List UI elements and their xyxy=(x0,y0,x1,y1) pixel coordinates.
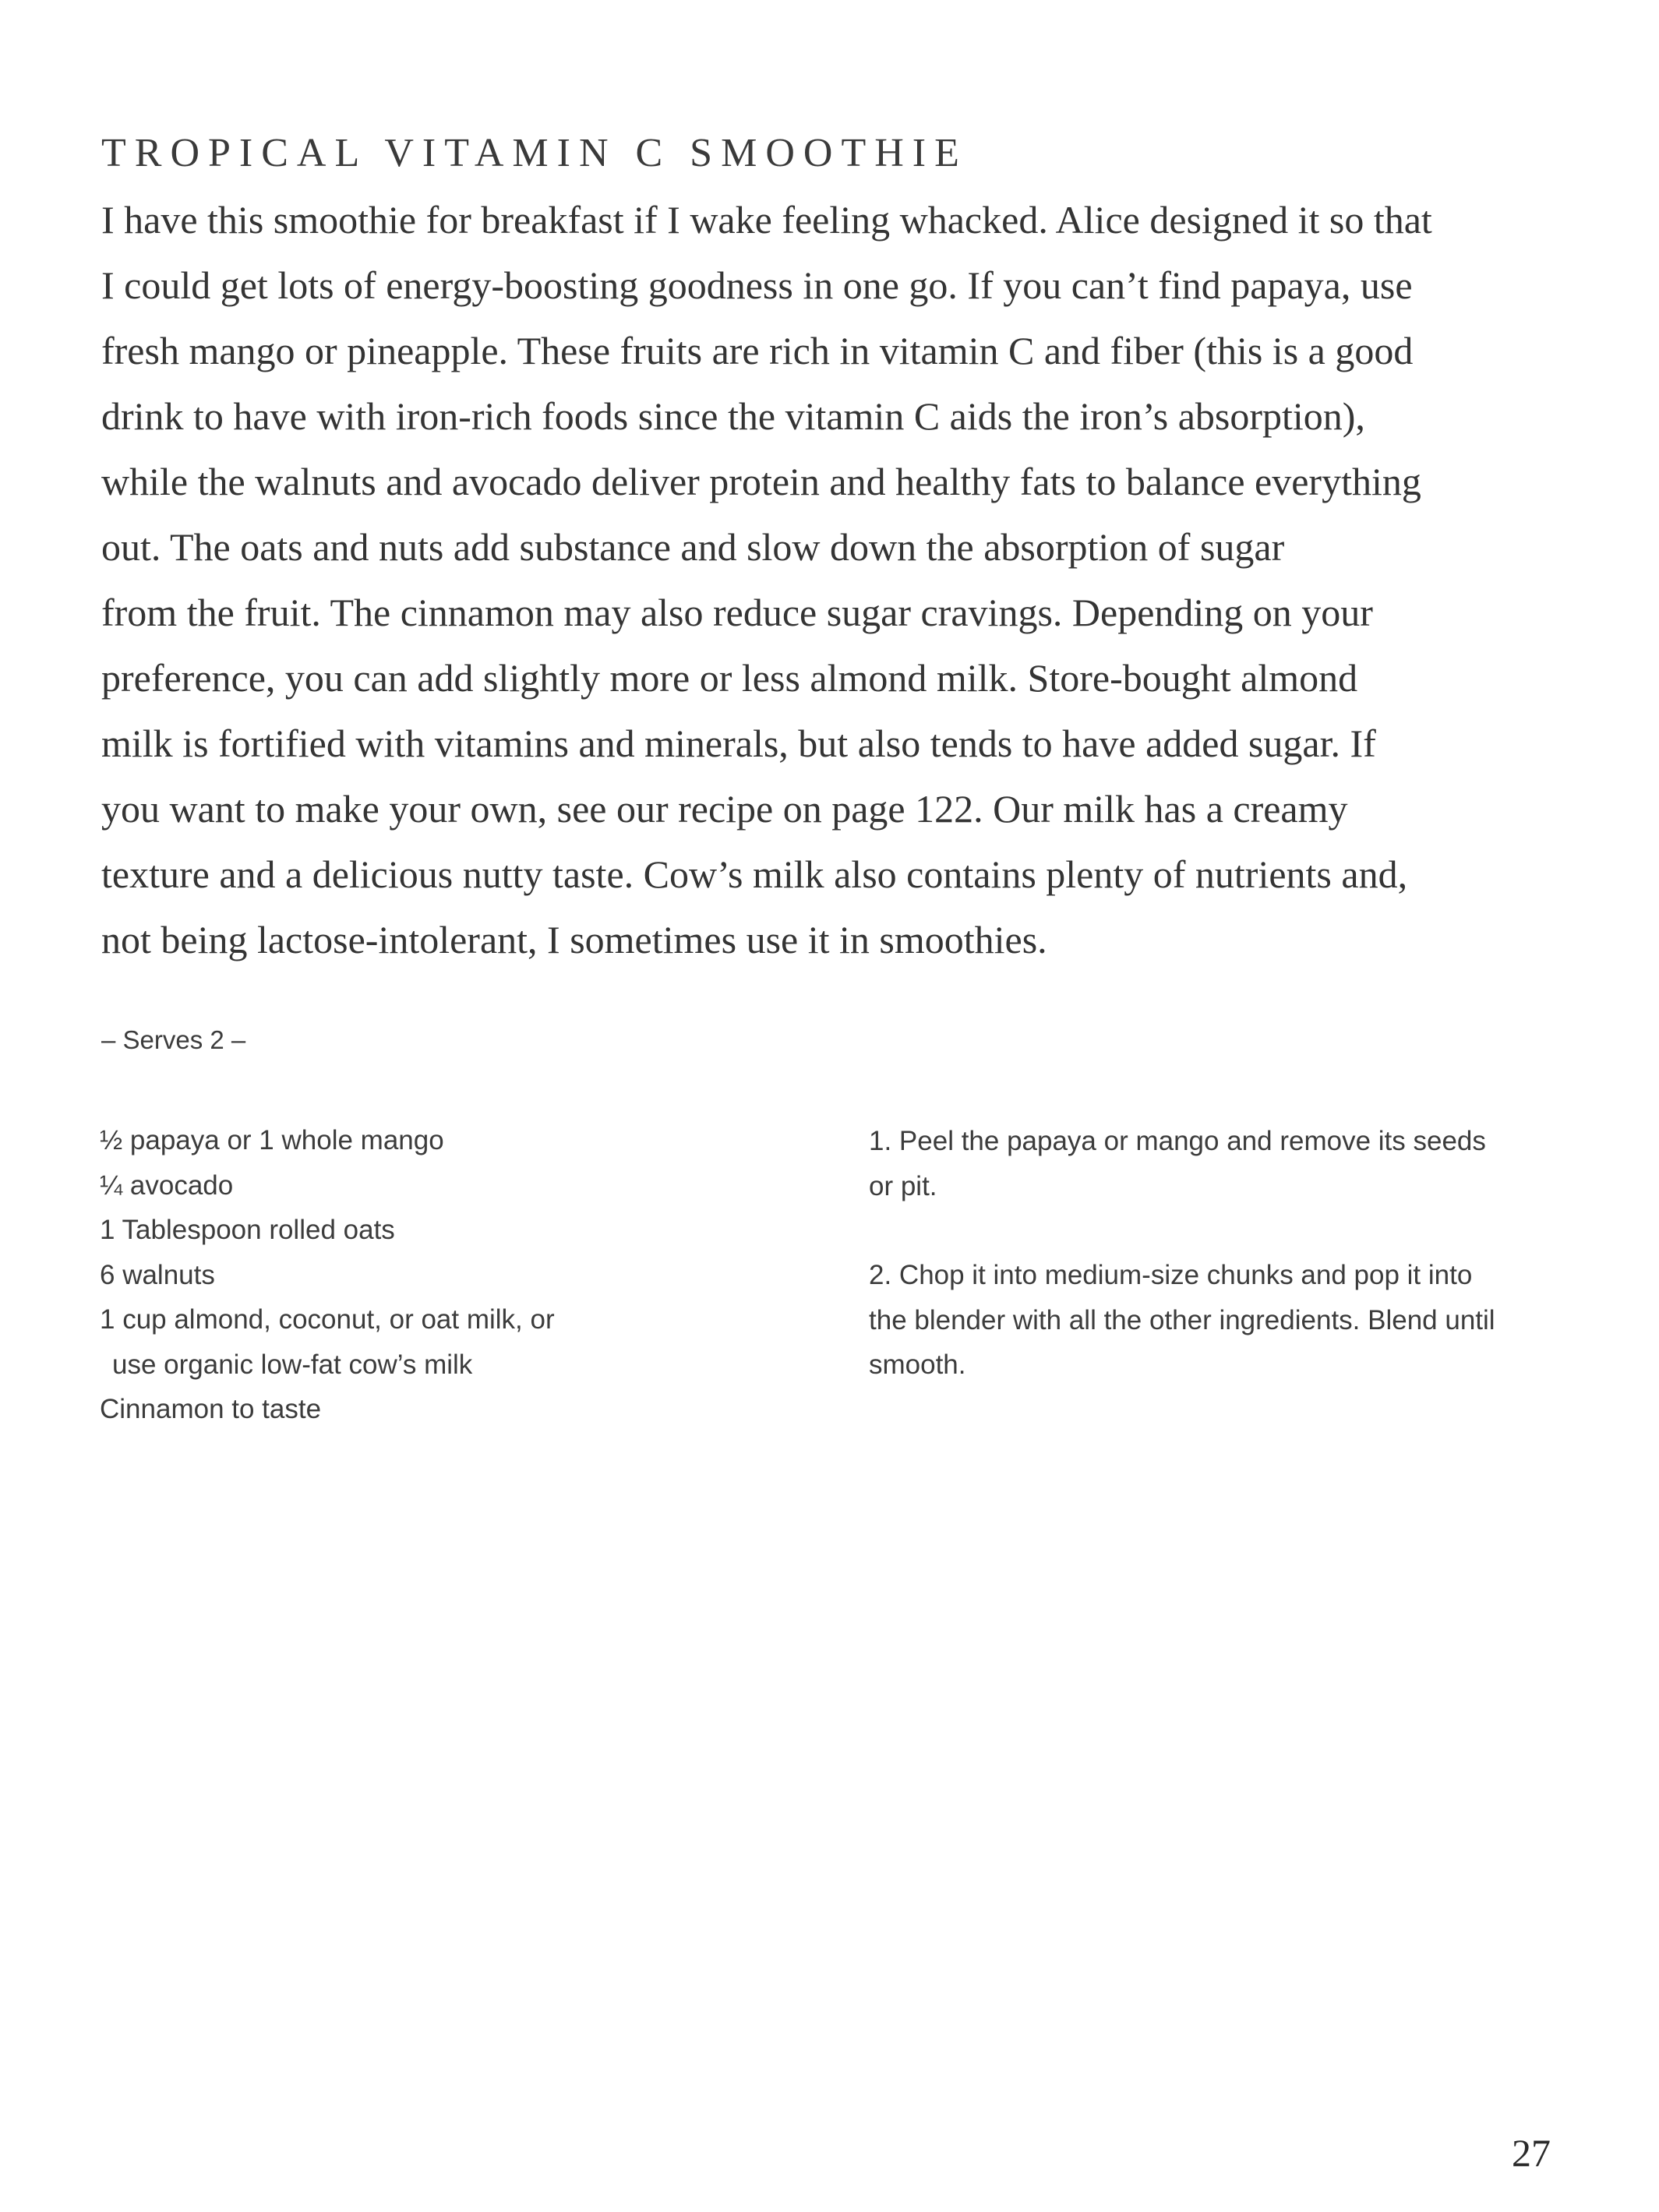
intro-line: milk is fortified with vitamins and minerals, but also tends to have added sugar. If xyxy=(101,721,1376,765)
ingredient-item: 1 Tablespoon rolled oats xyxy=(100,1215,395,1245)
step-line: 1. Peel the papaya or mango and remove its seeds xyxy=(869,1126,1486,1156)
method-step xyxy=(869,1119,1570,1208)
ingredient-item: 1 cup almond, coconut, or oat milk, or xyxy=(100,1304,555,1335)
intro-line: you want to make your own, see our recipe on page 122. Our milk has a creamy xyxy=(101,787,1348,831)
ingredient-item: ½ papaya or 1 whole mango xyxy=(100,1125,444,1155)
ingredient-item xyxy=(100,1342,801,1388)
ingredient-item: Cinnamon to taste xyxy=(100,1394,322,1424)
recipe-intro xyxy=(101,187,1582,972)
step-line: 2. Chop it into medium-size chunks and pop it into xyxy=(869,1260,1473,1290)
intro-line: I have this smoothie for breakfast if I wake feeling whacked. Alice designed it so that xyxy=(101,198,1432,242)
method-step xyxy=(869,1253,1570,1388)
recipe-title: TROPICAL VITAMIN C SMOOTHIE xyxy=(101,131,968,175)
ingredient-item: ¼ avocado xyxy=(100,1170,234,1201)
ingredients-list xyxy=(100,1118,801,1432)
intro-line: I could get lots of energy-boosting goodness in one go. If you can’t find papaya, use xyxy=(101,263,1413,307)
intro-line: out. The oats and nuts add substance and slow down the absorption of sugar xyxy=(101,525,1285,569)
step-line: the blender with all the other ingredients. Blend until xyxy=(869,1304,1495,1335)
intro-line: fresh mango or pineapple. These fruits are rich in vitamin C and fiber (this is a good xyxy=(101,329,1414,372)
intro-line: preference, you can add slightly more or less almond milk. Store-bought almond xyxy=(101,656,1358,700)
servings-label: – Serves 2 – xyxy=(101,1025,246,1054)
step-line: smooth. xyxy=(869,1349,966,1380)
intro-line: drink to have with iron-rich foods since the vitamin C aids the iron’s absorption), xyxy=(101,394,1365,438)
intro-line: not being lactose-intolerant, I sometimes use it in smoothies. xyxy=(101,918,1047,961)
ingredient-continuation: use organic low-fat cow’s milk xyxy=(112,1349,473,1380)
intro-line: from the fruit. The cinnamon may also reduce sugar cravings. Depending on your xyxy=(101,591,1373,634)
ingredient-item: 6 walnuts xyxy=(100,1259,215,1290)
page-number: 27 xyxy=(1512,2131,1551,2175)
method-steps xyxy=(869,1119,1570,1432)
step-line: or pit. xyxy=(869,1170,937,1201)
intro-line: texture and a delicious nutty taste. Cow’s milk also contains plenty of nutrients and, xyxy=(101,852,1408,896)
intro-line: while the walnuts and avocado deliver protein and healthy fats to balance everything xyxy=(101,460,1421,503)
